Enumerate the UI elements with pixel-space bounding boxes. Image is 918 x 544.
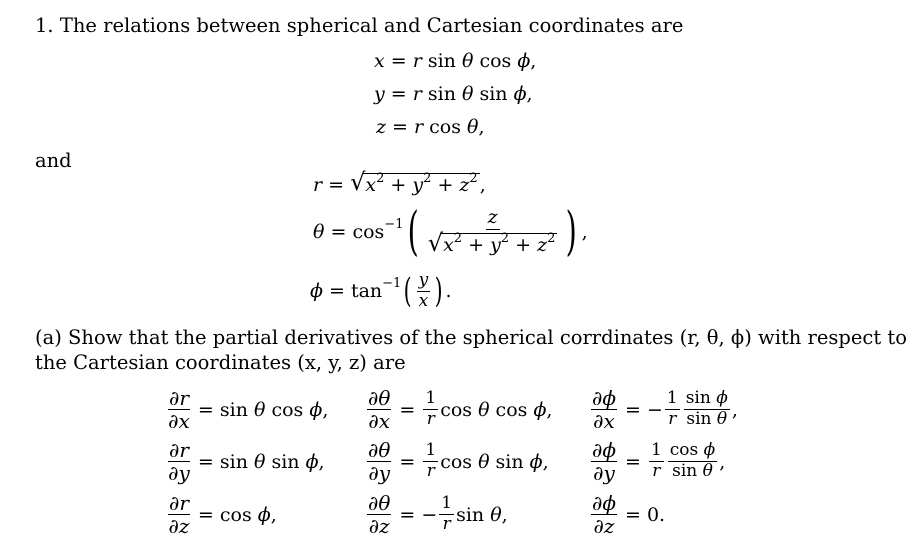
part-a-line2: the Cartesian coordinates (x, y, z) are: [35, 351, 406, 374]
eq-y: y = r sin θ sin ϕ,: [374, 83, 533, 105]
deriv-dtheta-dy: $\frac{\partial\theta}{\partial y}$ = $\frac{1}{r}$ cos θ sin ϕ,: [368, 438, 549, 485]
problem-intro: [35, 14, 683, 37]
eq-x: x = r sin θ cos ϕ,: [374, 50, 537, 72]
intro-text: The relations between spherical and Cartesian coordinates are: [59, 14, 684, 37]
deriv-dtheta-dz: $\frac{\partial\theta}{\partial z}$ = − $\frac{1}{r}$ sin θ,: [368, 491, 508, 538]
problem-number: 1.: [35, 14, 54, 37]
deriv-dtheta-dx: $\frac{\partial\theta}{\partial x}$ = $\frac{1}{r}$ cos θ cos ϕ,: [368, 386, 553, 433]
deriv-dphi-dy: $\frac{\partial\phi}{\partial y}$ = $\frac{1}{r}$ $\frac{\text{cos ϕ}}{\text{sin θ}}$ ,: [592, 438, 726, 485]
eq-phi: $\phi = \tan^{-1}$ ( $\frac{y}{x}$ ) .: [310, 270, 452, 312]
eq-r: $r = √x^2 + y^2 + z^2$ ,: [313, 168, 486, 196]
connector-and: and: [35, 149, 72, 172]
deriv-dphi-dz: $\frac{\partial\phi}{\partial z}$ = 0.: [592, 491, 666, 538]
deriv-dr-dy: $\frac{\partial r}{\partial y}$ = sin θ sin ϕ,: [168, 438, 325, 485]
deriv-dr-dx: $\frac{\partial r}{\partial x}$ = sin θ cos ϕ,: [168, 386, 329, 433]
deriv-dphi-dx: $\frac{\partial\phi}{\partial x}$ = − $\frac{1}{r}$ $\frac{\text{sin ϕ}}{\text{sin θ}}$ ,: [592, 386, 738, 433]
eq-z: z = r cos θ,: [376, 116, 485, 138]
part-a-line1: (a) Show that the partial derivatives of the spherical corrdinates (r, θ, ϕ) with respect to: [35, 326, 907, 349]
eq-theta: $\theta = \cos^{-1}$ ( $\frac{z}{√x^2 + y^2 + z^2}$ ) ,: [313, 202, 588, 262]
deriv-dr-dz: $\frac{\partial r}{\partial z}$ = cos ϕ,: [168, 491, 277, 538]
